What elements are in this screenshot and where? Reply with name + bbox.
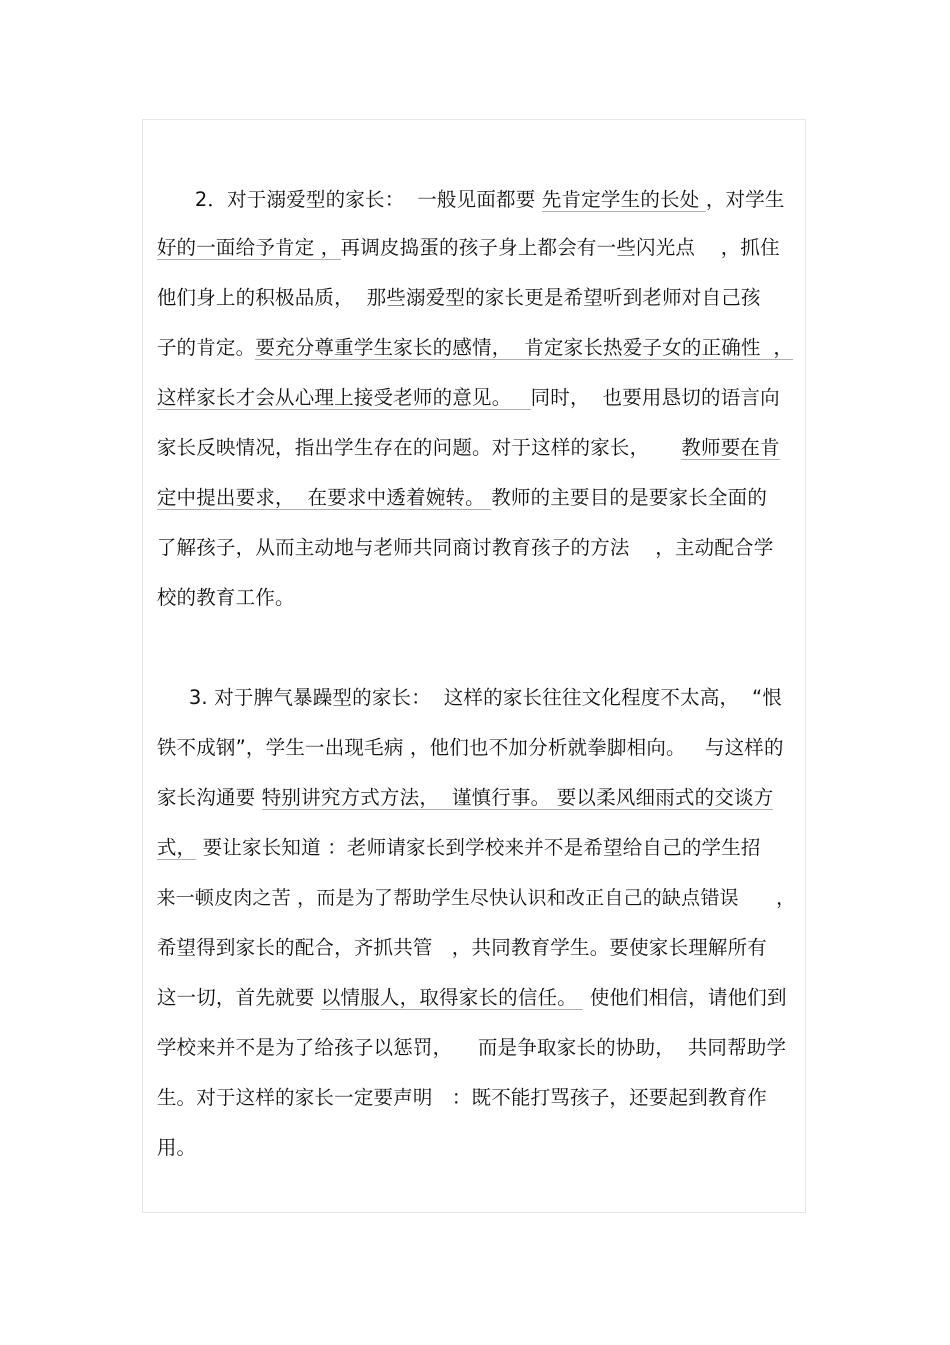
text-run: 他们身上的积极品质， 那些溺爱型的家长更是希望听到老师对自己孩 (156, 286, 761, 309)
text-run: 同时， 也要用恳切的语言向 (530, 386, 780, 409)
text-run: 要让家长知道 ：老师请家长到学校来并不是希望给自己的学生招 (196, 836, 761, 859)
text-run: 这一切，首先就要 (156, 986, 321, 1009)
paragraph-3-line-8 (144, 1003, 787, 1059)
text-run: 再调皮捣蛋的孩子身上都会有一些闪光点 ，抓住 (340, 236, 780, 259)
text-run: 使他们相信，请他们到 (583, 986, 787, 1009)
paragraph-3-line-5 (144, 853, 796, 909)
highlighted-text: 这样家长才会从心理上接受老师的意见。 (156, 386, 531, 409)
text-run: 教师的主要目的是要家长全面的 (491, 486, 768, 509)
text-run: 家长沟通要 (156, 786, 262, 809)
highlighted-text: 好的一面给予肯定 ， (156, 236, 341, 259)
paragraph-3-line-2 (144, 703, 784, 759)
paragraph-2-line-8 (144, 503, 774, 559)
paragraph-3-line-9 (144, 1053, 768, 1109)
text-run: 学校来并不是为了给孩子以惩罚， 而是争取家长的协助， 共同帮助学 (156, 1036, 787, 1059)
paragraph-3-line-4 (144, 803, 761, 859)
paragraph-2-line-4 (144, 303, 794, 359)
highlighted-text: 要充分尊重学生家长的感情， 肯定家长热爱子女的正确性 ， (255, 336, 794, 359)
text-run: 用。 (156, 1136, 197, 1159)
paragraph-2-line-2 (144, 203, 780, 259)
paragraph-3-line-6 (144, 903, 768, 959)
highlighted-text: 式， (156, 836, 197, 859)
text-run: 了解孩子，从而主动地与老师共同商讨教育孩子的方法 ，主动配合学 (156, 536, 774, 559)
text-run: 铁不成钢”，学生一出现毛病 ，他们也不加分析就拳脚相向。 与这样的 (156, 736, 784, 759)
text-run: 生。对于这样的家长一定要声明 ：既不能打骂孩子，还要起到教育作 (156, 1086, 768, 1109)
paragraph-2-line-9 (144, 553, 295, 609)
text-run: 3. 对于脾气暴躁型的家长： 这样的家长往往文化程度不太高， “恨 (188, 686, 783, 709)
paragraph-2-line-5 (144, 353, 780, 409)
paragraph-3-line-7 (144, 953, 787, 1009)
paragraph-3-line-3 (144, 753, 774, 809)
paragraph-3-line-1 (144, 653, 783, 709)
text-run: 2．对于溺爱型的家长： 一般见面都要 (194, 188, 542, 211)
paragraph-2-line-6 (144, 403, 780, 459)
highlighted-text: 定中提出要求， 在要求中透着婉转。 (156, 486, 492, 509)
text-run: ，对学生 (705, 188, 785, 211)
highlighted-text: 先肯定学生的长处 (541, 188, 706, 211)
highlighted-text: 要以柔风细雨式的交谈方 (550, 786, 774, 809)
text-run: 来一顿皮肉之苦 ，而是为了帮助学生尽快认识和改正自己的缺点错误 ， (156, 887, 796, 909)
paragraph-3-line-10 (144, 1103, 197, 1159)
paragraph-2-line-1 (144, 155, 785, 211)
highlighted-text: 教师要在肯 (681, 436, 780, 459)
text-run: 校的教育工作。 (156, 586, 295, 609)
text-run: 希望得到家长的配合，齐抓共管 ，共同教育学生。要使家长理解所有 (156, 936, 768, 959)
highlighted-text: 以情服人，取得家长的信任。 (320, 986, 584, 1009)
highlighted-text: 特别讲究方式方法， 谨慎行事。 (261, 786, 551, 809)
text-run: 家长反映情况，指出学生存在的问题。对于这样的家长， (156, 436, 682, 459)
paragraph-2-line-3 (144, 253, 761, 309)
text-run: 子的肯定。 (156, 336, 256, 359)
paragraph-2-line-7 (144, 453, 768, 509)
